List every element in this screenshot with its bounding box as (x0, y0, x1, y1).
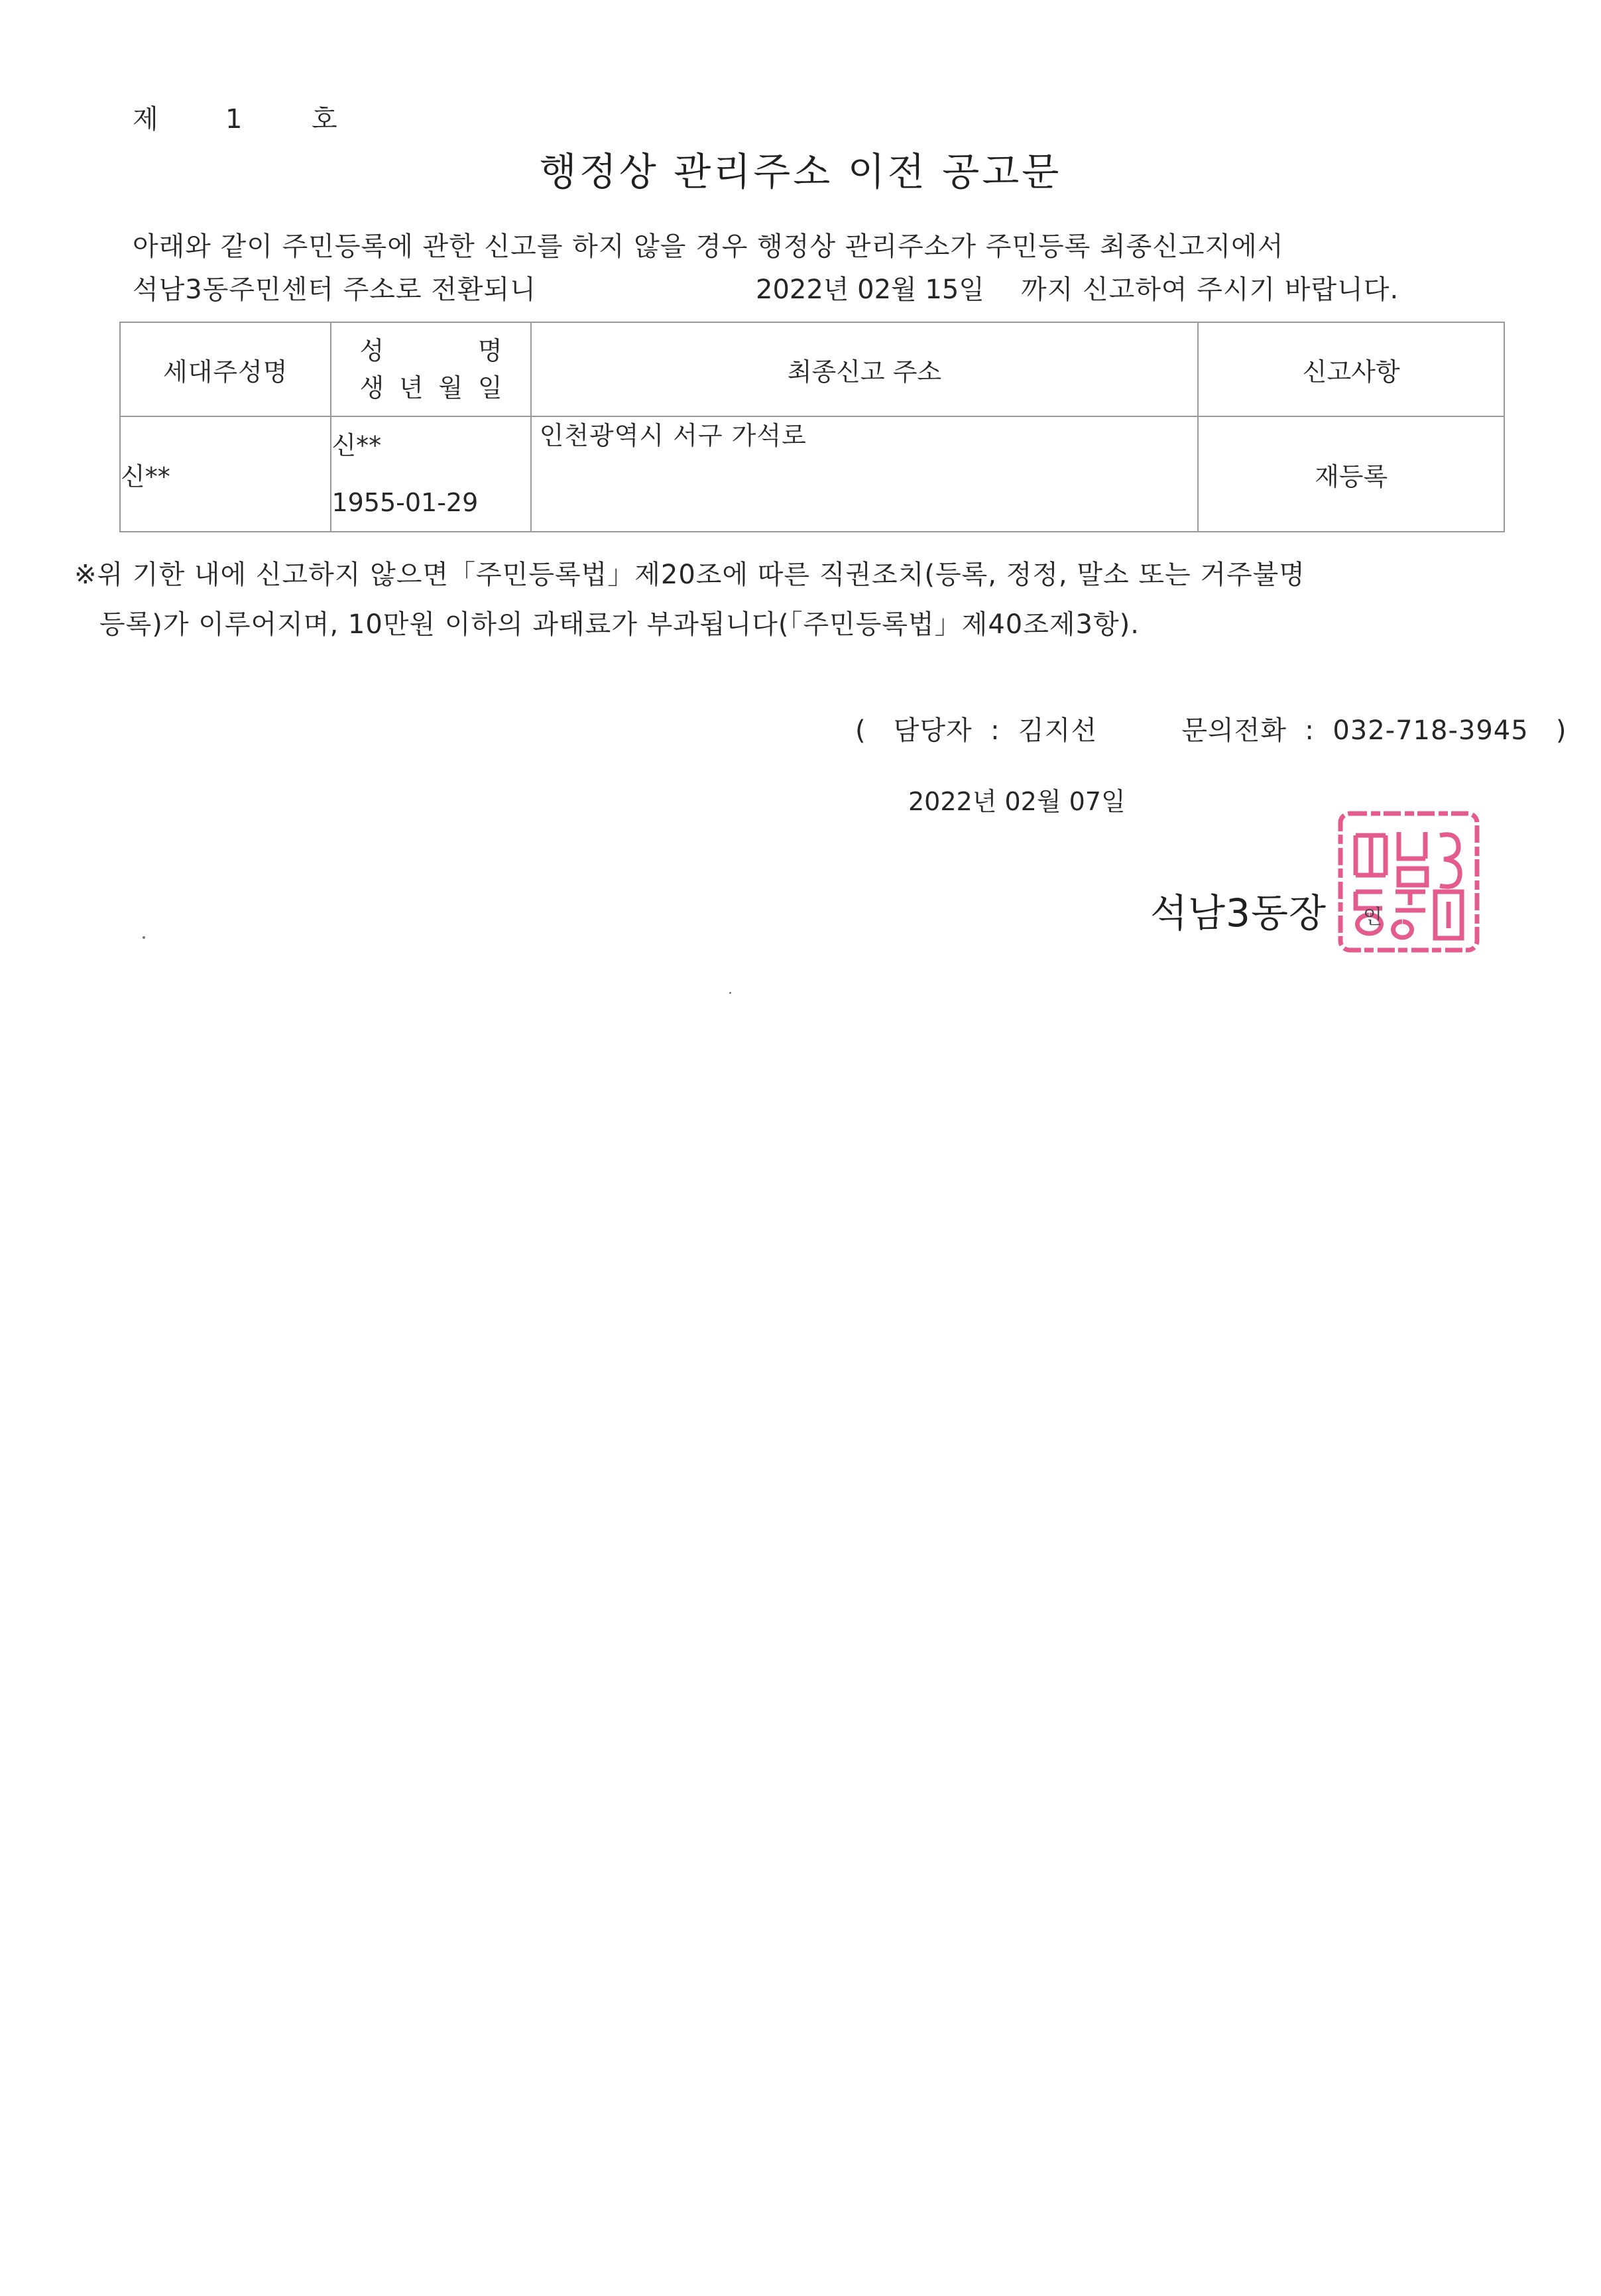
intro-line-2-start: 석남3동주민센터 주소로 전환되니 (133, 274, 536, 305)
cell-name-birth (331, 416, 530, 532)
header-birth-label (331, 369, 530, 406)
cell-name: 신** (331, 431, 382, 460)
header-name-char-1: 성 (359, 336, 385, 365)
header-birth-char-3: 월 (438, 373, 463, 402)
header-birth-char-2: 년 (398, 373, 424, 402)
cell-head-of-household: 신** (120, 416, 331, 532)
warning-line-1: ※위 기한 내에 신고하지 않으면「주민등록법」제20조에 따른 직권조치(등록, 정정, 말소 또는 거주불명 (74, 560, 1305, 590)
header-report-type: 신고사항 (1198, 322, 1504, 416)
phone-separator: : (1305, 715, 1315, 746)
phone-label: 문의전화 (1181, 715, 1287, 746)
document-number-suffix: 호 (312, 104, 337, 135)
scan-speck (729, 992, 731, 994)
header-birth-char-1: 생 (359, 373, 385, 402)
document-number-prefix: 제 (133, 104, 158, 135)
header-last-address: 최종신고 주소 (531, 322, 1199, 416)
table-row (120, 416, 1504, 532)
notice-table (119, 322, 1505, 532)
document-number-value: 1 (225, 104, 243, 135)
seal-label: 인 (1363, 906, 1382, 929)
document-number (133, 98, 337, 136)
cell-address: 인천광역시 서구 가석로 (531, 416, 1199, 532)
contact-open-paren: ( (855, 715, 866, 746)
staff-separator: : (990, 715, 1000, 746)
phone-number: 032-718-3945 (1333, 715, 1529, 746)
header-birth-char-4: 일 (477, 373, 503, 402)
header-name-birth (331, 322, 530, 416)
staff-label: 담당자 (893, 715, 973, 746)
table-header-row (120, 322, 1504, 416)
contact-close-paren: ) (1555, 715, 1567, 746)
intro-line-2-end: 까지 신고하여 주시기 바랍니다. (1021, 274, 1399, 305)
header-head-of-household: 세대주성명 (120, 322, 331, 416)
header-name-char-2: 명 (477, 336, 503, 365)
issuer-signature: 석남3동장 (1150, 890, 1327, 936)
warning-line-2: 등록)가 이루어지며, 10만원 이하의 과태료가 부과됩니다(「주민등록법」제40조제3항). (99, 609, 1140, 640)
scan-speck (143, 936, 145, 939)
cell-report-type: 재등록 (1198, 416, 1504, 532)
header-name-label (331, 332, 530, 369)
intro-line-1: 아래와 같이 주민등록에 관한 신고를 하지 않을 경우 행정상 관리주소가 주민등록 최종신고지에서 (133, 231, 1284, 262)
page-title: 행정상 관리주소 이전 공고문 (539, 149, 1062, 194)
issue-date: 2022년 02월 07일 (908, 787, 1126, 816)
official-seal-stamp (1326, 799, 1492, 965)
deadline-date: 2022년 02월 15일 (756, 274, 984, 305)
contact-info (855, 709, 1567, 747)
cell-birth-date: 1955-01-29 (331, 488, 479, 517)
staff-name: 김지선 (1018, 715, 1097, 746)
